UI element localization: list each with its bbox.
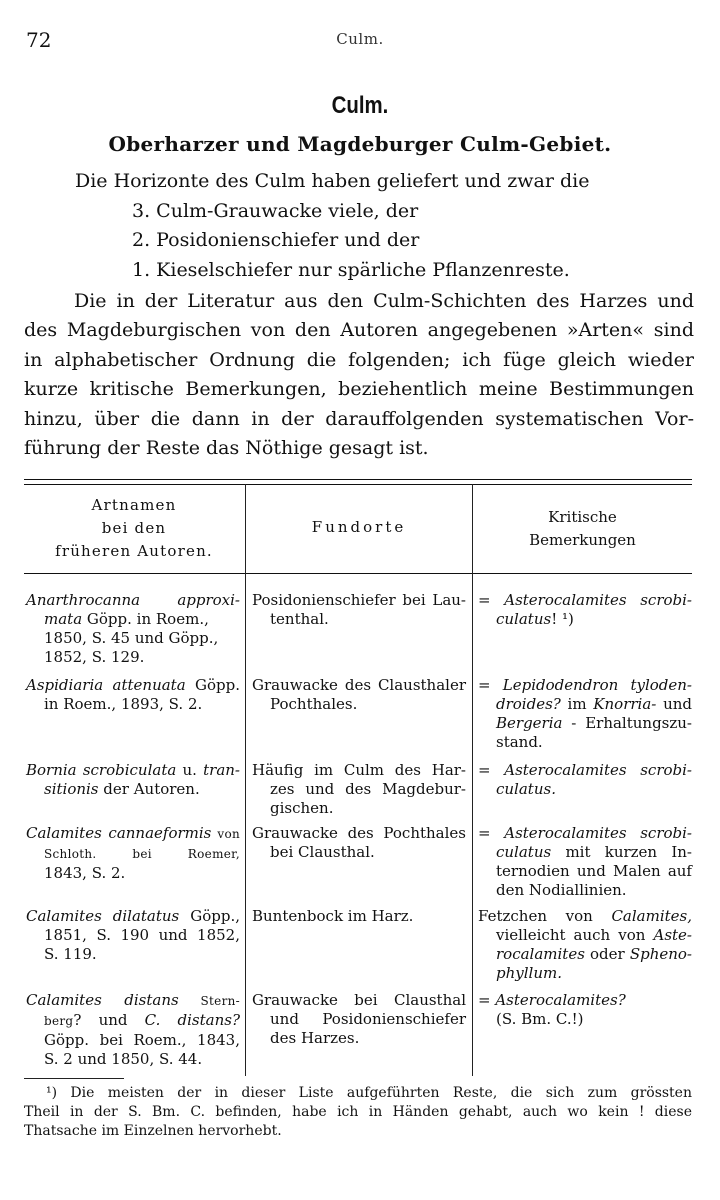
- cell-line: Posidonienschiefer bei Lau-: [252, 591, 466, 609]
- locality-cell: [252, 991, 466, 1048]
- cell-line: Calamites dilatatus Göpp.,: [26, 907, 240, 925]
- remark-cell: [478, 591, 692, 629]
- header-line: Bemerkungen: [529, 531, 636, 549]
- cell-line: Anarthrocanna approxi-: [26, 591, 240, 609]
- header-species-names: [24, 494, 244, 563]
- species-name-cell: [26, 907, 240, 964]
- footnote-line: Thatsache im Einzelnen hervorhebt.: [24, 1123, 282, 1139]
- cell-line: Aspidiaria attenuata Göpp.: [26, 676, 240, 694]
- cell-line: sitionis der Autoren.: [44, 780, 200, 798]
- locality-cell: [252, 761, 466, 818]
- table-top-rule-inner: [24, 484, 692, 485]
- running-title: Culm.: [336, 30, 384, 48]
- cell-line: = Asterocalamites?: [478, 991, 626, 1009]
- header-localities: Fundorte: [311, 518, 407, 536]
- cell-line: = Lepidodendron tyloden-: [478, 676, 692, 694]
- table-header-rule: [24, 573, 692, 574]
- locality-cell: [252, 676, 466, 714]
- column-divider: [245, 484, 246, 1076]
- paragraph-line: kurze kritische Bemerkungen, beziehentlich meine Bestimmungen: [24, 378, 694, 401]
- cell-line: = Asterocalamites scrobi-: [478, 824, 692, 842]
- cell-line: 1851, S. 190 und 1852,: [44, 926, 240, 944]
- cell-line: S. 2 und 1850, S. 44.: [44, 1050, 203, 1068]
- cell-line: Calamites distans Stern-: [26, 991, 240, 1009]
- cell-line: droides? im Knorria- und: [496, 695, 692, 713]
- paragraph-line: führung der Reste das Nöthige gesagt ist.: [24, 437, 429, 460]
- species-name-cell: [26, 676, 240, 714]
- cell-line: Göpp. bei Roem., 1843,: [44, 1031, 240, 1049]
- cell-line: bei Clausthal.: [270, 843, 375, 861]
- cell-line: rocalamites oder Spheno-: [496, 945, 692, 963]
- cell-line: Schloth. bei Roemer,: [44, 847, 240, 861]
- cell-line: Grauwacke des Clausthaler: [252, 676, 466, 694]
- cell-line: 1850, S. 45 und Göpp.,: [44, 629, 219, 647]
- cell-line: = Asterocalamites scrobi-: [478, 591, 692, 609]
- cell-line: 1852, S. 129.: [44, 648, 145, 666]
- cell-line: Buntenbock im Harz.: [252, 907, 414, 925]
- cell-line: und Posidonienschiefer: [270, 1010, 466, 1028]
- section-heading: Culm.: [331, 92, 389, 119]
- cell-line: des Harzes.: [270, 1029, 360, 1047]
- cell-line: 1843, S. 2.: [44, 864, 126, 882]
- remark-cell: [478, 676, 692, 752]
- cell-line: culatus mit kurzen In-: [496, 843, 692, 861]
- species-name-cell: [26, 991, 240, 1069]
- cell-line: S. 119.: [44, 945, 97, 963]
- header-line: früheren Autoren.: [55, 542, 213, 560]
- cell-line: phyllum.: [496, 964, 562, 982]
- paragraph-line: Die in der Literatur aus den Culm-Schichten des Harzes und: [74, 290, 694, 312]
- header-remarks: [473, 506, 692, 552]
- cell-line: Calamites cannaeformis von: [26, 824, 241, 842]
- remark-cell: [478, 991, 692, 1029]
- species-name-cell: [26, 824, 240, 883]
- cell-line: mata Göpp. in Roem.,: [44, 610, 209, 628]
- footnote-line: Theil in der S. Bm. C. befinden, habe ich in Händen gehabt, auch wo kein ! diese: [24, 1104, 692, 1120]
- cell-line: zes und des Magdebur-: [270, 780, 466, 798]
- paragraph-line: in alphabetischer Ordnung die folgenden; ich füge gleich wieder: [24, 348, 694, 371]
- remark-cell: [478, 761, 692, 799]
- section-subheading: Oberharzer und Magdeburger Culm-Gebiet.: [108, 132, 612, 156]
- cell-line: ternodien und Malen auf: [496, 862, 692, 880]
- cell-line: gischen.: [270, 799, 334, 817]
- remark-cell: [478, 907, 692, 983]
- cell-line: Pochthales.: [270, 695, 358, 713]
- locality-cell: [252, 907, 466, 926]
- horizon-item: 3. Culm-Grauwacke viele, der: [132, 200, 419, 222]
- species-name-cell: [26, 761, 240, 799]
- footnote-rule: [24, 1078, 124, 1079]
- cell-line: Bornia scrobiculata u. tran-: [26, 761, 240, 779]
- cell-line: in Roem., 1893, S. 2.: [44, 695, 203, 713]
- footnote-line: ¹) Die meisten der in dieser Liste aufgeführten Reste, die sich zum grössten: [46, 1085, 692, 1101]
- cell-line: vielleicht auch von Aste-: [496, 926, 692, 944]
- running-head: [26, 28, 694, 52]
- footnote: [24, 1084, 692, 1141]
- locality-cell: [252, 591, 466, 629]
- cell-line: Fetzchen von Calamites,: [478, 907, 692, 925]
- body-paragraph: [24, 287, 694, 463]
- cell-line: Grauwacke des Pochthales: [252, 824, 466, 842]
- cell-line: (S. Bm. C.!): [496, 1010, 584, 1028]
- cell-line: tenthal.: [270, 610, 329, 628]
- page-number: 72: [26, 28, 52, 52]
- species-name-cell: [26, 591, 240, 667]
- horizon-item: 1. Kieselschiefer nur spärliche Pflanzenreste.: [132, 259, 570, 281]
- column-divider: [472, 484, 473, 1076]
- cell-line: Grauwacke bei Clausthal: [252, 991, 466, 1009]
- cell-line: Bergeria - Erhaltungszu-: [496, 714, 692, 732]
- paragraph-line: des Magdeburgischen von den Autoren angegebenen »Arten« sind: [24, 319, 694, 342]
- cell-line: den Nodiallinien.: [496, 881, 627, 899]
- cell-line: culatus! ¹): [496, 610, 574, 628]
- header-line: Kritische: [548, 508, 617, 526]
- cell-line: berg? und C. distans?: [44, 1011, 240, 1029]
- remark-cell: [478, 824, 692, 900]
- cell-line: stand.: [496, 733, 543, 751]
- cell-line: = Asterocalamites scrobi-: [478, 761, 692, 779]
- intro-line: Die Horizonte des Culm haben geliefert und zwar die: [75, 170, 590, 192]
- header-line: Artnamen: [91, 496, 177, 514]
- horizon-item: 2. Posidonienschiefer und der: [132, 229, 420, 251]
- cell-line: Häufig im Culm des Har-: [252, 761, 466, 779]
- cell-line: culatus.: [496, 780, 556, 798]
- locality-cell: [252, 824, 466, 862]
- table-top-rule: [24, 479, 692, 480]
- header-line: bei den: [101, 519, 167, 537]
- paragraph-line: hinzu, über die dann in der darauffolgenden systematischen Vor-: [24, 407, 694, 430]
